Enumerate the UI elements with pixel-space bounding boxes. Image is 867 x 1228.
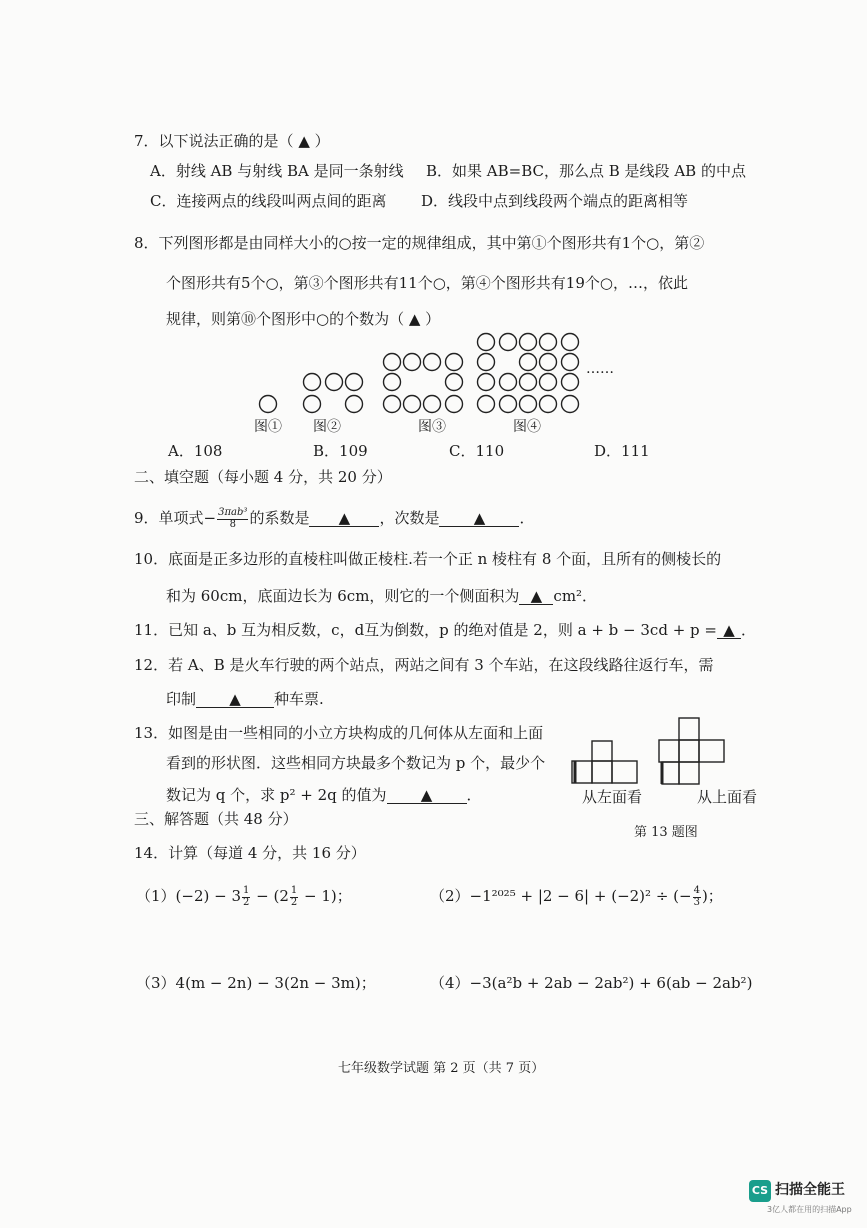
q9-answer-blank-2[interactable]: ▲ [439,511,519,527]
q8-fig3-circle-3 [424,354,441,371]
q9-frac-den: 8 [229,518,236,530]
q13-line-1: 13．如图是由一些相同的小立方块构成的几何体从左面和上面 [134,724,544,742]
q8-fig4-circle-11 [500,374,517,391]
q8-fig2-circle-4 [304,396,321,413]
q8-fig2-circle-5 [346,396,363,413]
q14-p1-c: − 1)； [299,887,352,905]
q14-p1-f1-num: 1 [243,885,250,896]
q8-option-a: A．108 [168,442,223,460]
q8-fig4-circle-18 [540,396,557,413]
q8-fig-label-4: 图④ [513,419,541,435]
q8-fig-label-2: 图② [313,419,341,435]
q8-fig3-circle-4 [446,354,463,371]
q8-fig-label-3: 图③ [418,419,446,435]
q13-left-view-label: 从左面看 [582,788,643,806]
q13-line-2: 看到的形状图．这些相同方块最多个数记为 p 个，最少个 [166,754,546,772]
q8-fig4-circle-3 [520,334,537,351]
q7-option-a: A．射线 AB 与射线 BA 是同一条射线 [150,162,404,180]
q14-p2-b: )； [701,887,723,905]
q8-fig2-circle-3 [346,374,363,391]
q12-line-2 [166,692,324,708]
q8-fig3-circle-5 [384,374,401,391]
watermark-tagline: 3亿人都在用的扫描App [767,1205,852,1214]
q14-p2-f-num: 4 [693,885,700,896]
q8-fig4-circle-13 [540,374,557,391]
q12-answer-blank[interactable]: ▲ [196,692,274,708]
q10-answer-blank[interactable]: ▲ [519,589,553,605]
q8-line-2: 个图形共有5个○，第③个图形共有11个○，第④个图形共有19个○，…，依此 [166,274,688,292]
q14-p2-a: （2）−1²⁰²⁵ + |2 − 6| + (−2)² ÷ (− [430,887,692,905]
section-2-heading: 二、填空题（每小题 4 分，共 20 分） [134,468,392,486]
q8-line-3: 规律，则第⑩个图形中○的个数为（ ▲ ） [166,310,441,328]
q8-fig4-circle-7 [520,354,537,371]
section-3-heading: 三、解答题（共 48 分） [134,810,298,828]
q9-prefix: 9．单项式− [134,509,217,527]
q11-end: ． [740,621,756,639]
q14-p1-a: （1）(−2) − 3 [136,887,242,905]
q8-fig4-circle-5 [562,334,579,351]
q14-p1-f1-den: 2 [243,896,250,908]
q8-fig3-circle-8 [404,396,421,413]
q8-fig4-circle-8 [540,354,557,371]
q8-option-c: C．110 [449,442,505,460]
q8-fig4-circle-15 [478,396,495,413]
q9-fraction [217,508,248,530]
q8-fig4-circle-6 [478,354,495,371]
q8-fig2-circle-2 [326,374,343,391]
q8-fig4-circle-10 [478,374,495,391]
q14-p1-f2-den: 2 [290,896,298,908]
q8-fig4-circle-16 [500,396,517,413]
q14-p2-fraction [693,886,701,908]
q11-line [134,623,756,639]
q13-line-3 [166,788,482,804]
q13-view-top-diagram [659,716,739,788]
q8-line-1: 8．下列图形都是由同样大小的○按一定的规律组成，其中第①个图形共有1个○，第② [134,234,705,252]
q8-fig4-circle-9 [562,354,579,371]
q14-part-4: （4）−3(a²b + 2ab − 2ab²) + 6(ab − 2ab²) [430,974,753,992]
q14-p2-f-den: 3 [693,896,700,908]
q8-fig3-circle-1 [384,354,401,371]
q12-line-2-b: 种车票. [274,690,324,708]
q14-part-2 [430,886,723,908]
q12-line-1: 12．若 A、B 是火车行驶的两个站点，两站之间有 3 个车站，在这段线路往返行车，需 [134,656,714,674]
q10-line-1: 10．底面是正多边形的直棱柱叫做正棱柱.若一个正 n 棱柱有 8 个面，且所有的侧棱长的 [134,550,722,568]
q9-mid: 的系数是 [249,509,310,527]
q8-fig4-circle-1 [478,334,495,351]
q8-fig4-circle-2 [500,334,517,351]
q11-answer-blank[interactable]: ▲ [717,623,741,639]
q13-figure-caption: 第 13 题图 [634,825,698,840]
q14-part-3: （3）4(m − 2n) − 3(2n − 3m)； [136,974,376,992]
q8-option-b: B．109 [313,442,368,460]
q8-option-d: D．111 [594,442,650,460]
q8-fig3-circle-9 [424,396,441,413]
q7-stem: 7．以下说法正确的是（ ▲ ） [134,132,330,150]
q8-fig4-circle-4 [540,334,557,351]
q7-option-c: C．连接两点的线段叫两点间的距离 [150,192,387,210]
watermark-app-name: 扫描全能王 [775,1182,845,1198]
page-footer: 七年级数学试题 第 2 页（共 7 页） [338,1061,545,1076]
q9-frac-num: 3πab³ [218,507,248,518]
q13-top-view-label: 从上面看 [697,788,758,806]
q8-fig4-circle-14 [562,374,579,391]
q8-fig2-circle-1 [304,374,321,391]
q12-line-2-a: 印制 [166,690,197,708]
q14-p1-b: − (2 [251,887,289,905]
cs-logo-icon: CS [749,1180,771,1202]
q14-stem: 14．计算（每道 4 分，共 16 分） [134,844,366,862]
q7-option-d: D．线段中点到线段两个端点的距离相等 [421,192,689,210]
q9-end: ． [519,509,535,527]
q9-answer-blank-1[interactable]: ▲ [309,511,379,527]
q8-fig3-circle-7 [384,396,401,413]
q14-part-1 [136,886,352,908]
q8-fig3-circle-6 [446,374,463,391]
q14-p1-f2-num: 1 [290,885,298,896]
q8-fig4-circle-12 [520,374,537,391]
q8-fig4-circle-17 [520,396,537,413]
q13-line-3-b: ． [466,786,482,804]
q13-line-3-a: 数记为 q 个，求 p² + 2q 的值为 [166,786,387,804]
q10-line-2 [166,589,597,605]
q14-p1-fraction-2 [290,886,298,908]
q9-line [134,508,534,530]
q13-answer-blank[interactable]: ▲ [387,788,467,804]
q8-ellipsis: …… [586,361,614,377]
q8-fig-label-1: 图① [254,419,282,435]
q8-fig1-circle-1 [260,396,277,413]
q10-line-2-b: cm²． [553,587,598,605]
q7-option-b: B．如果 AB=BC，那么点 B 是线段 AB 的中点 [426,162,746,180]
q9-mid2: ，次数是 [379,509,440,527]
q14-p1-fraction-1 [242,886,250,908]
q8-fig4-circle-19 [562,396,579,413]
q10-line-2-a: 和为 60cm，底面边长为 6cm，则它的一个侧面积为 [166,587,520,605]
q13-view-left-diagram [572,738,642,788]
q8-fig3-circle-2 [404,354,421,371]
q11-text: 11．已知 a、b 互为相反数，c，d互为倒数，p 的绝对值是 2，则 a + b − 3cd + p = [134,621,717,639]
q8-fig3-circle-10 [446,396,463,413]
